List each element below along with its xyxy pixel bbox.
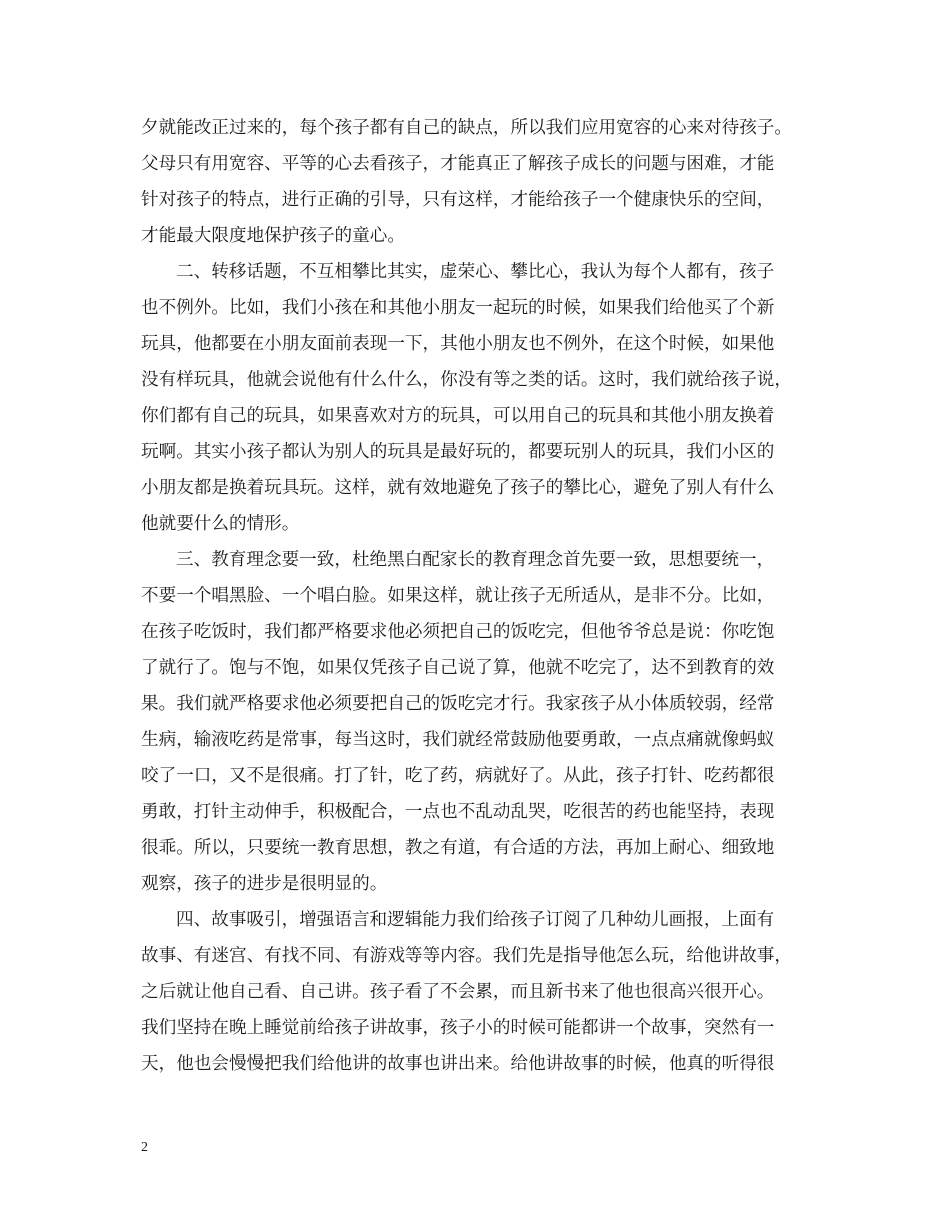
text-line: 针对孩子的特点，进行正确的引导，只有这样，才能给孩子一个健康快乐的空间， xyxy=(141,190,775,210)
text-line: 果。我们就严格要求他必须要把自己的饭吃完才行。我家孩子从小体质较弱，经常 xyxy=(141,694,775,714)
text-line: 生病，输液吃药是常事，每当这时，我们就经常鼓励他要勇敢，一点点痛就像蚂蚁 xyxy=(141,730,775,750)
page-number: 2 xyxy=(141,1140,148,1155)
text-line: 才能最大限度地保护孩子的童心。 xyxy=(141,226,405,246)
text-line: 观察，孩子的进步是很明显的。 xyxy=(141,874,388,894)
text-line: 勇敢，打针主动伸手，积极配合，一点也不乱动乱哭，吃很苦的药也能坚持，表现 xyxy=(141,802,775,822)
text-line: 咬了一口，又不是很痛。打了针，吃了药，病就好了。从此，孩子打针、吃药都很 xyxy=(141,766,775,786)
text-line: 小朋友都是换着玩具玩。这样，就有效地避免了孩子的攀比心，避免了别人有什么 xyxy=(141,478,775,498)
text-line: 你们都有自己的玩具，如果喜欢对方的玩具，可以用自己的玩具和其他小朋友换着 xyxy=(141,406,775,426)
text-line: 了就行了。饱与不饱，如果仅凭孩子自己说了算，他就不吃完了，达不到教育的效 xyxy=(141,658,775,678)
text-line: 他就要什么的情形。 xyxy=(141,514,300,534)
text-line: 我们坚持在晚上睡觉前给孩子讲故事，孩子小的时候可能都讲一个故事，突然有一 xyxy=(141,1018,775,1038)
text-line: 故事、有迷宫、有找不同、有游戏等等内容。我们先是指导他怎么玩，给他讲故事， xyxy=(141,946,792,966)
paragraph-start-line: 四、故事吸引，增强语言和逻辑能力我们给孩子订阅了几种幼儿画报，上面有 xyxy=(176,910,775,930)
text-line: 天，他也会慢慢把我们给他讲的故事也讲出来。给他讲故事的时候，他真的听得很 xyxy=(141,1054,775,1074)
text-line: 夕就能改正过来的，每个孩子都有自己的缺点，所以我们应用宽容的心来对待孩子。 xyxy=(141,118,792,138)
text-line: 父母只有用宽容、平等的心去看孩子，才能真正了解孩子成长的问题与困难，才能 xyxy=(141,154,775,174)
text-line: 也不例外。比如，我们小孩在和其他小朋友一起玩的时候，如果我们给他买了个新 xyxy=(141,298,775,318)
text-line: 不要一个唱黑脸、一个唱白脸。如果这样，就让孩子无所适从，是非不分。比如， xyxy=(141,586,775,606)
text-line: 玩啊。其实小孩子都认为别人的玩具是最好玩的，都要玩别人的玩具，我们小区的 xyxy=(141,442,775,462)
body-text xyxy=(0,110,950,1082)
text-line: 之后就让他自己看、自己讲。孩子看了不会累，而且新书来了他也很高兴很开心。 xyxy=(141,982,775,1002)
text-line: 很乖。所以，只要统一教育思想，教之有道，有合适的方法，再加上耐心、细致地 xyxy=(141,838,775,858)
paragraph-start-line: 二、转移话题，不互相攀比其实，虚荣心、攀比心，我认为每个人都有，孩子 xyxy=(176,262,775,282)
text-line: 玩具，他都要在小朋友面前表现一下，其他小朋友也不例外，在这个时候，如果他 xyxy=(141,334,775,354)
text-line: 在孩子吃饭时，我们都严格要求他必须把自己的饭吃完，但他爷爷总是说：你吃饱 xyxy=(141,622,775,642)
paragraph-start-line: 三、教育理念要一致，杜绝黑白配家长的教育理念首先要一致，思想要统一， xyxy=(176,550,775,570)
text-line: 没有样玩具，他就会说他有什么什么，你没有等之类的话。这时，我们就给孩子说， xyxy=(141,370,792,390)
